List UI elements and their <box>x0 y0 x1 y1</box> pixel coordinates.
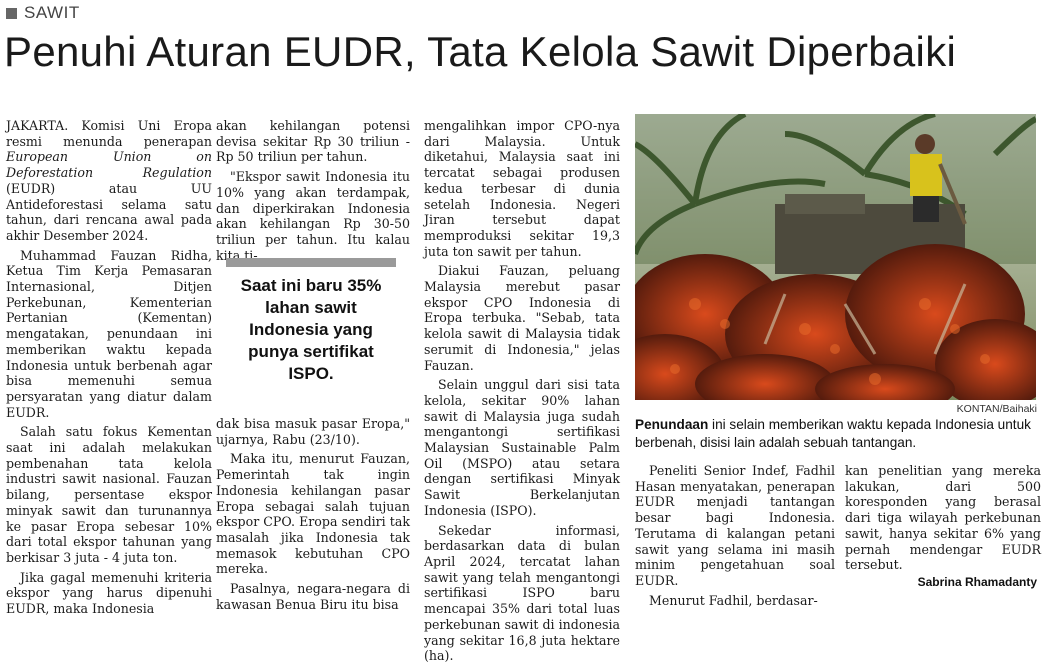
article-column-1 <box>6 118 212 621</box>
photo-caption <box>635 416 1039 452</box>
paragraph: kan penelitian yang mereka lakukan, dari 500 koresponden yang berasal dari tiga wilayah perkebunan sawit, hanya sekitar 6% yang pernah mendengar EUDR tersebut. <box>845 463 1041 573</box>
paragraph: Peneliti Senior Indef, Fadhil Hasan menyatakan, penerapan EUDR menjadi tantangan besar bagi Indonesia. Terutama di kalangan petani sawit yang selama ini masih minim pengetahuan soal EUDR. <box>635 463 835 588</box>
paragraph: Sekedar informasi, berdasarkan data di bulan April 2024, tercatat lahan sawit yang telah mengantongi sertifikasi ISPO baru mencapai 35% dari total luas perkebunan sawit di indonesia yang sekitar 16,8 juta hektare (ha). <box>424 522 620 664</box>
article-headline: Penuhi Aturan EUDR, Tata Kelola Sawit Diperbaiki <box>4 28 957 75</box>
palm-fruit-photo-illustration <box>635 114 1036 400</box>
paragraph: Menurut Fadhil, berdasar- <box>649 592 818 608</box>
paragraph: Selain unggul dari sisi tata kelola, sekitar 90% lahan sawit di Malaysia juga sudah mengantongi sertifikasi Malaysian Sustainable Palm Oil (MSPO) atau setara dengan sertifikasi Minyak Sawit Berkelanjutan Indonesia (ISPO). <box>424 377 620 518</box>
author-byline: Sabrina Rhamadanty <box>917 575 1037 589</box>
paragraph: Pasalnya, negara-negara di kawasan Benua Biru itu bisa <box>216 581 410 612</box>
paragraph: "Ekspor sawit Indonesia itu 10% yang akan terdampak, dan diperkirakan Indonesia akan kehilangan Rp 30-50 triliun per tahun. Itu kalau kita ti- <box>216 169 410 263</box>
article-column-2-bottom <box>216 416 410 616</box>
article-column-4 <box>635 463 835 612</box>
paragraph: dak bisa masuk pasar Eropa," ujarnya, Rabu (23/10). <box>216 416 410 447</box>
article-column-2-top <box>216 118 410 267</box>
regulation-term: European Union on Deforestation Regulation <box>6 149 212 181</box>
rubric-square-icon <box>6 8 17 19</box>
lead-text-a: JAKARTA. Komisi Uni Eropa resmi menunda penerapan <box>6 118 212 149</box>
caption-text: ini selain memberikan waktu kepada Indonesia untuk berbenah, disisi lain adalah sebuah tantangan. <box>635 417 1031 450</box>
paragraph: mengalihkan impor CPO-nya dari Malaysia. Untuk diketahui, Malaysia saat ini tercatat sebagai produsen kedua terbesar di dunia setelah Indonesia. Negeri Jiran tersebut dapat memproduksi sekitar 19,3 juta ton sawit per tahun. <box>424 118 620 259</box>
paragraph: akan kehilangan potensi devisa sekitar Rp 30 triliun - Rp 50 triliun per tahun. <box>216 118 410 165</box>
section-rubric <box>6 3 80 23</box>
news-photo <box>635 114 1036 400</box>
rubric-label: SAWIT <box>24 3 80 22</box>
article-column-3 <box>424 118 620 668</box>
paragraph: Muhammad Fauzan Ridha, Ketua Tim Kerja Pemasaran Internasional, Ditjen Perkebunan, Kementerian Pertanian (Kementan) mengatakan, penundaan ini memberikan waktu kepada Indonesia untuk berbenah agar bisa memenuhi semua persyaratan yang diatur dalam EUDR. <box>6 247 212 420</box>
paragraph: Maka itu, menurut Fauzan, Pemerintah tak ingin Indonesia kehilangan pasar Eropa sebagai salah tujuan ekspor CPO. Eropa sendiri tak masalah jika Indonesia tak memasok kebutuhan CPO mereka. <box>216 451 410 577</box>
lead-text-b: (EUDR) atau UU Antideforestasi selama satu tahun, dari rencana awal pada akhir Desember 2024. <box>6 180 212 243</box>
article-column-5 <box>845 463 1041 577</box>
paragraph: Salah satu fokus Kementan saat ini adalah melakukan pembenahan tata kelola industri sawit nasional. Fauzan bilang, persentase ekspor minyak sawit dan turunannya ke pasar Eropa sebesar 10% dari total ekspor tahunan yang berkisar 3 juta - 4 juta ton. <box>6 424 212 565</box>
paragraph: Jika gagal memenuhi kriteria ekspor yang harus dipenuhi EUDR, maka Indonesia <box>6 569 212 617</box>
caption-lead: Penundaan <box>635 417 709 432</box>
pull-quote: Saat ini baru 35% lahan sawit Indonesia yang punya sertifikat ISPO. <box>226 258 396 385</box>
paragraph: Diakui Fauzan, peluang Malaysia merebut pasar ekspor CPO Indonesia di Eropa terbuka. "Sebab, tata kelola sawit di Malaysia tidak serumit di Indonesia," jelas Fauzan. <box>424 263 620 373</box>
paragraph-lead <box>6 118 212 244</box>
photo-credit: KONTAN/Baihaki <box>956 403 1037 415</box>
